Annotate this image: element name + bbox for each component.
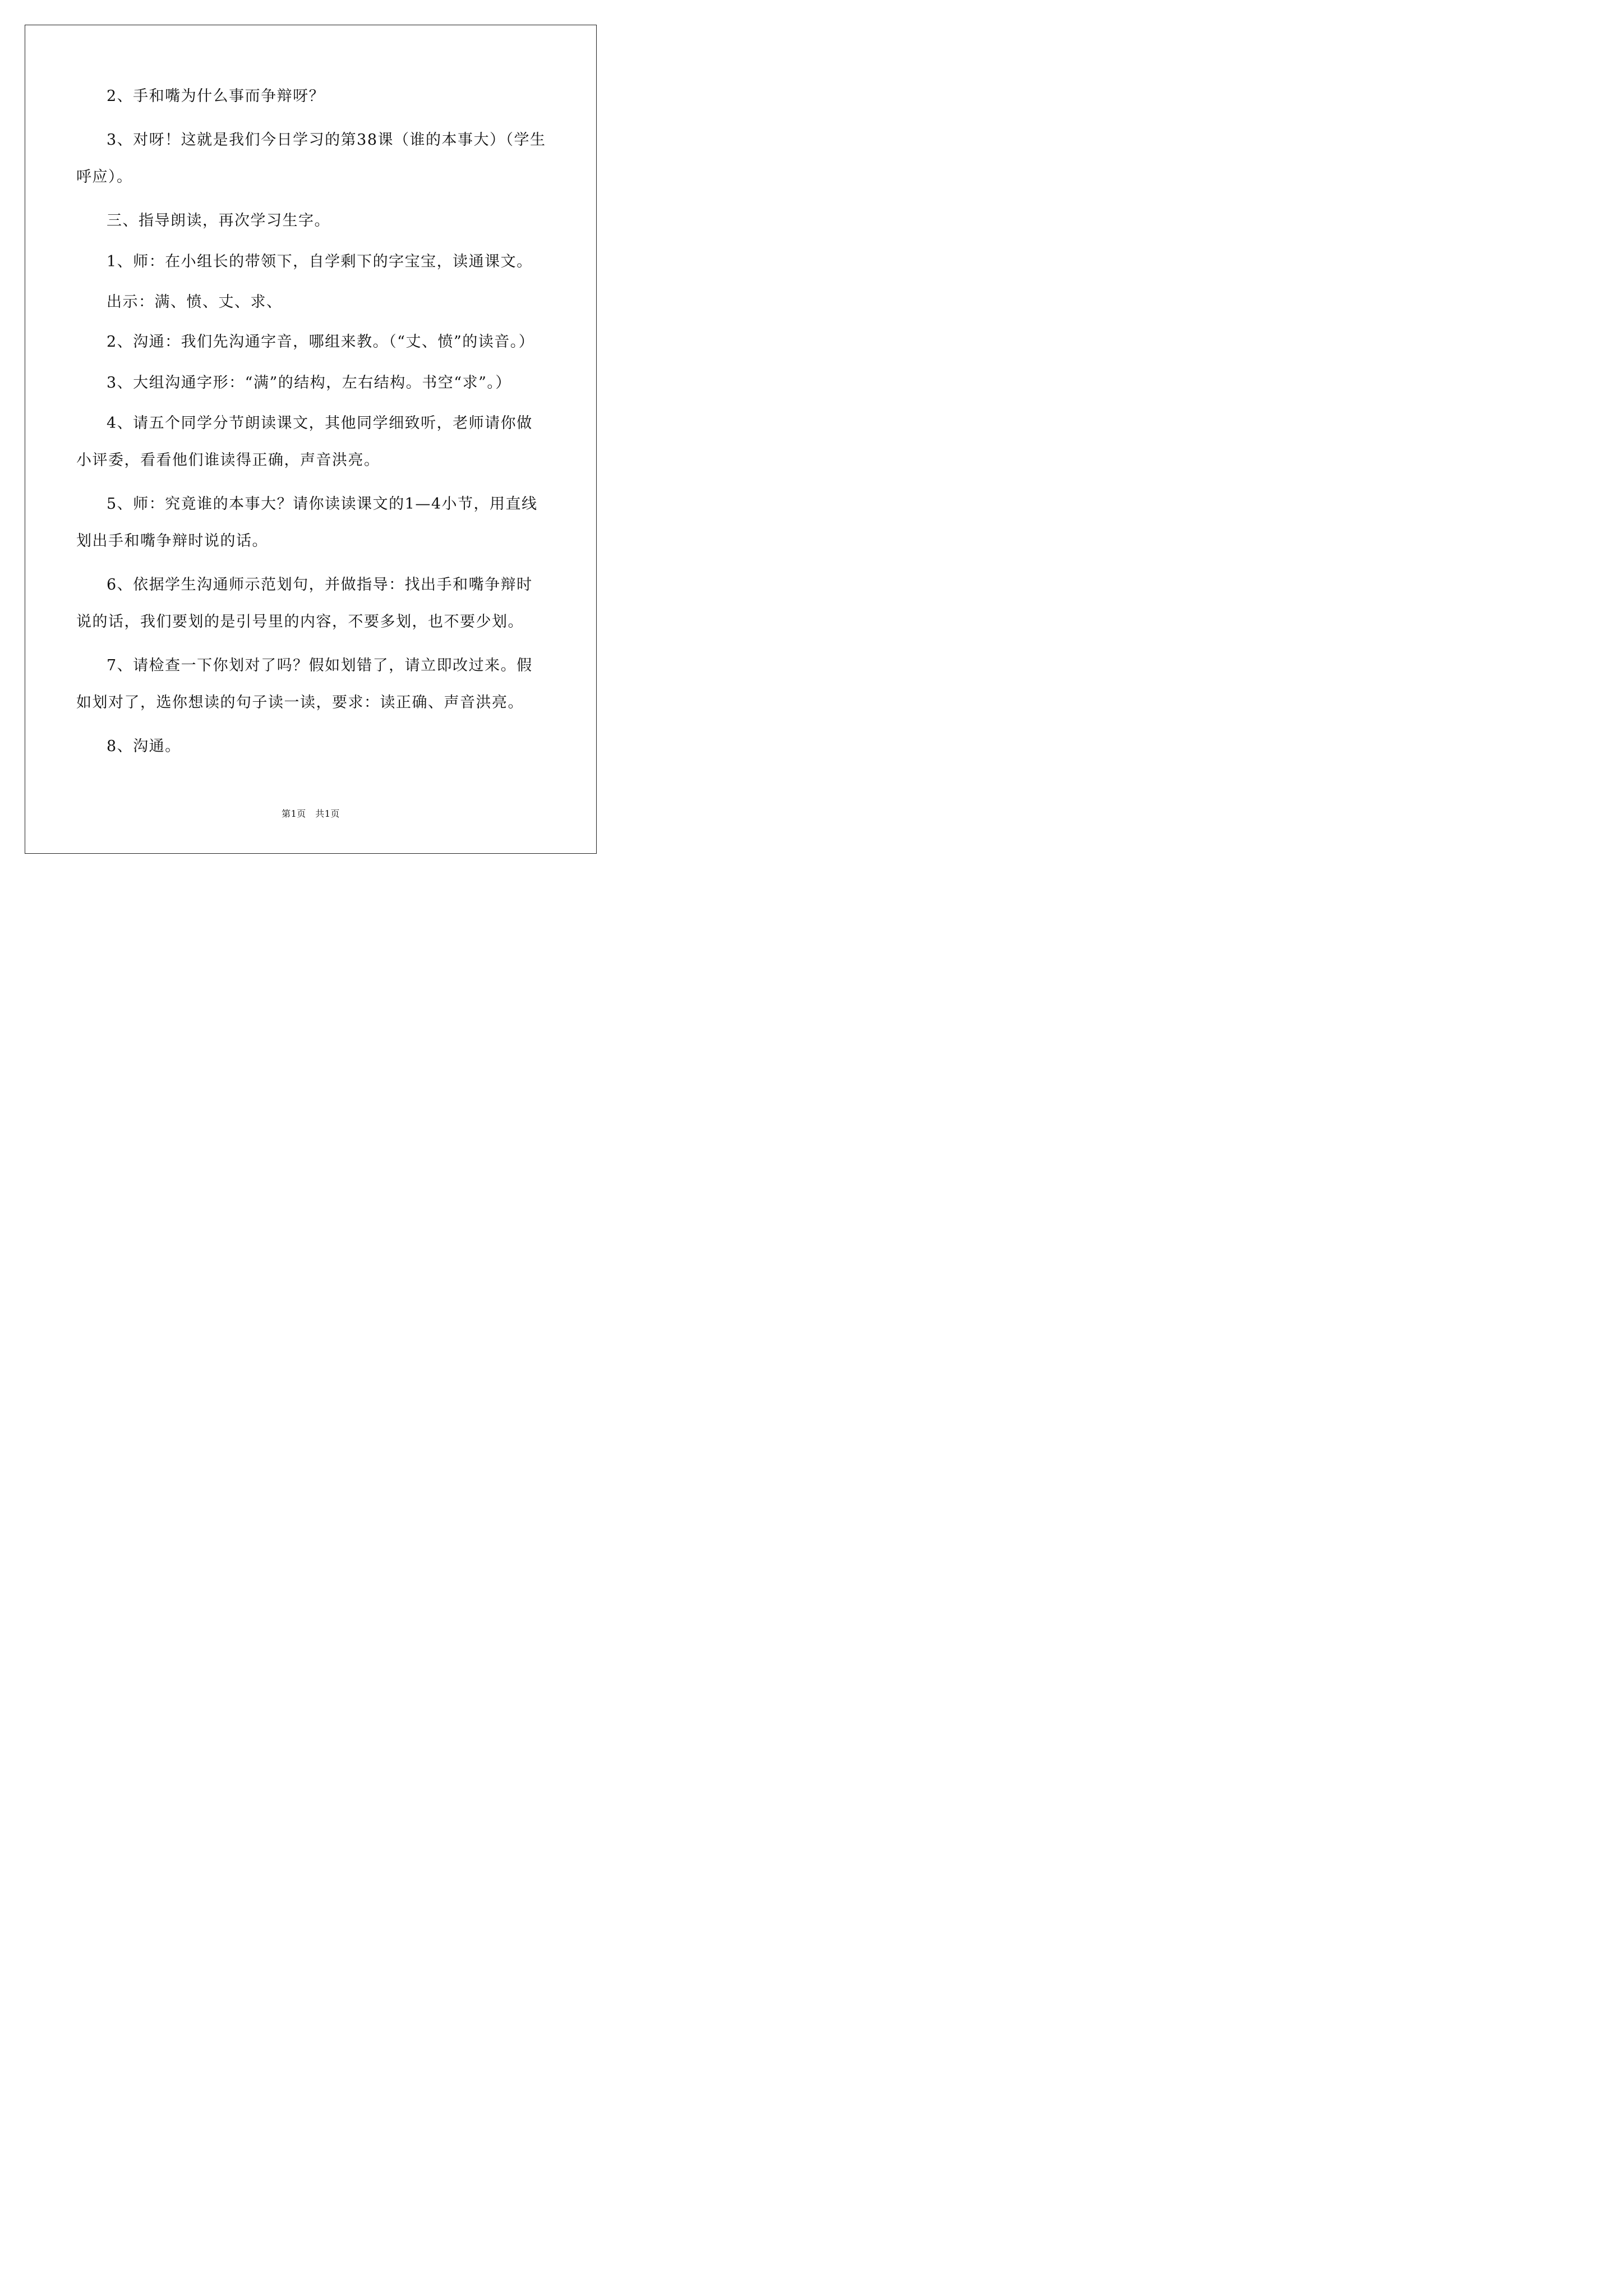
paragraph-8: 4、请五个同学分节朗读课文，其他同学细致听，老师请你做小评委，看看他们谁读得正确，声音洪亮。 — [76, 415, 533, 469]
paragraph-12: 8、沟通。 — [107, 738, 181, 755]
paragraph-9: 5、师：究竟谁的本事大？请你读读课文的1—4小节，用直线划出手和嘴争辩时说的话。 — [76, 495, 538, 550]
paragraph-6: 2、沟通：我们先沟通字音，哪组来教。（“丈、愤”的读音。） — [107, 333, 535, 351]
paragraph-2: 3、对呀！这就是我们今日学习的第38课（谁的本事大）（学生呼应）。 — [76, 131, 546, 186]
paragraph-4: 1、师：在小组长的带领下，自学剩下的字宝宝，读通课文。 — [107, 253, 533, 270]
paragraph-10: 6、依据学生沟通师示范划句，并做指导：找出手和嘴争辩时说的话，我们要划的是引号里的内容，不要多划，也不要少划。 — [76, 576, 533, 631]
page-number-footer: 第1页 共1页 — [282, 808, 340, 819]
paragraph-3: 三、指导朗读，再次学习生字。 — [107, 212, 330, 229]
paragraph-5: 出示：满、愤、丈、求、 — [107, 293, 283, 311]
paragraph-11: 7、请检查一下你划对了吗？假如划错了，请立即改过来。假如划对了，选你想读的句子读一读，要求：读正确、声音洪亮。 — [76, 657, 533, 711]
paragraph-1: 2、手和嘴为什么事而争辩呀？ — [107, 88, 325, 105]
paragraph-7: 3、大组沟通字形：“满”的结构，左右结构。书空“求”。） — [107, 374, 511, 392]
